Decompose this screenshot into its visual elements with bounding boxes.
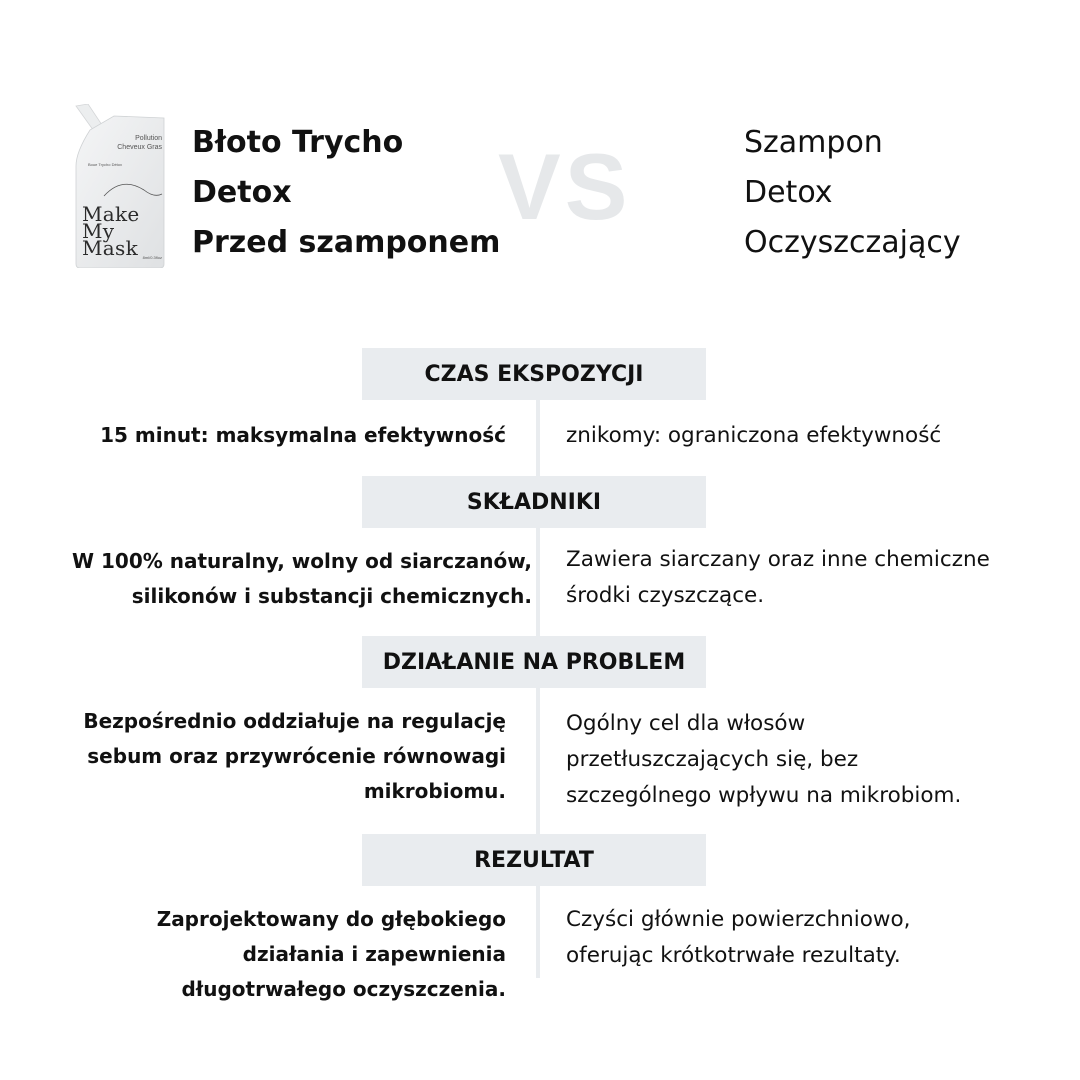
product-pouch-image (74, 104, 166, 268)
product-name-line: Detox (192, 175, 292, 210)
pouch-top-text: Pollution Cheveux Gras (117, 135, 162, 151)
section-heading-result: REZULTAT (362, 834, 706, 886)
section-heading-problem-action: DZIAŁANIE NA PROBLEM (362, 636, 706, 688)
problem-action-product: Bezpośrednio oddziałuje na regulację sebum oraz przywrócenie równowagi mikrobiomu. (83, 709, 506, 803)
result-competitor: Czyści głównie powierzchniowo, oferując krótkotrwałe rezultaty. (566, 907, 911, 968)
competitor-name-line: Oczyszczający (744, 225, 961, 260)
section-heading-ingredients: SKŁADNIKI (362, 476, 706, 528)
pouch-brand-line: Boue Trycho Détox (88, 162, 123, 167)
ingredients-product: W 100% naturalny, wolny od siarczanów, silikonów i substancji chemicznych. (71, 549, 532, 608)
pouch-logo: Make My Mask (82, 202, 140, 260)
exposure-time-competitor: znikomy: ograniczona efektywność (566, 423, 942, 448)
result-product: Zaprojektowany do głębokiego działania i zapewnienia długotrwałego oczyszczenia. (156, 907, 506, 1001)
competitor-name-line: Szampon (744, 125, 883, 160)
exposure-time-product: 15 minut: maksymalna efektywność (100, 423, 506, 447)
product-name-line: Przed szamponem (192, 225, 501, 260)
vs-label: VS (498, 134, 632, 239)
ingredients-competitor: Zawiera siarczany oraz inne chemiczne środki czyszczące. (566, 547, 990, 608)
competitor-name-line: Detox (744, 175, 833, 210)
pouch-size: 8ml/0.3floz (142, 255, 162, 260)
competitor-name (744, 118, 961, 268)
product-name (192, 118, 500, 268)
problem-action-competitor: Ogólny cel dla włosów przetłuszczających się, bez szczególnego wpływu na mikrobiom. (566, 711, 962, 808)
section-heading-exposure-time: CZAS EKSPOZYCJI (362, 348, 706, 400)
product-name-line: Błoto Trycho (192, 125, 404, 160)
